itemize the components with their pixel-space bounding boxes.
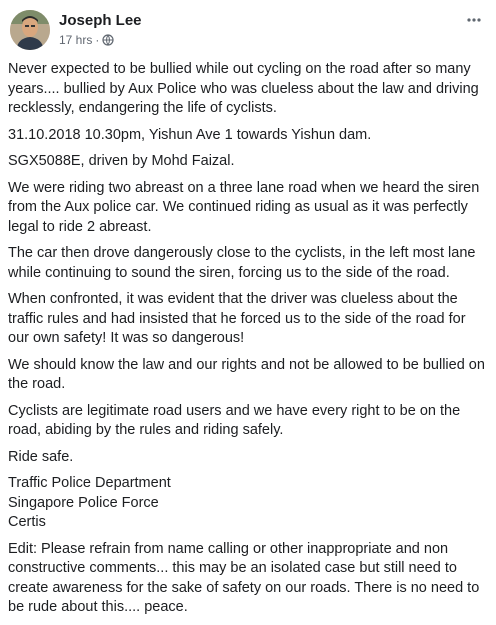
more-options-icon[interactable]	[466, 12, 482, 28]
post-paragraph: SGX5088E, driven by Mohd Faizal.	[8, 153, 235, 169]
post-paragraph: 31.10.2018 10.30pm, Yishun Ave 1 towards Yishun dam.	[8, 126, 372, 143]
post-paragraph: When confronted, it was evident that the driver was clueless about the traffic rules and had insisted that he forced us to the side of the road for our own safety! It was so dangerous!	[8, 291, 466, 346]
author-name[interactable]: Joseph Lee	[59, 12, 142, 29]
post-paragraph: We should know the law and our rights and not be allowed to be bullied on the road.	[8, 356, 485, 392]
globe-icon	[102, 34, 114, 46]
post-body	[8, 60, 490, 625]
post-paragraph: Ride safe.	[8, 448, 74, 465]
post-paragraph: Cyclists are legitimate road users and we have every right to be on the road, abiding by the rules and riding safely.	[8, 402, 461, 438]
post-paragraph: We were riding two abreast on a three lane road when we heard the siren from the Aux police car. We continued riding as usual as it was perfectly legal to ride 2 abreast.	[8, 179, 480, 235]
post-time[interactable]: 17 hrs	[59, 33, 93, 47]
post-meta	[59, 33, 114, 47]
meta-separator: ·	[95, 33, 100, 47]
post-paragraph: Never expected to be bullied while out cycling on the road after so many years.... bullied by Aux Police who was clueless about the law and driving recklessly, endangering the life of cyclists.	[8, 61, 479, 116]
tagged-organizations: Traffic Police Department Singapore Police Force Certis	[8, 475, 171, 530]
post-paragraph-edit: Edit: Please refrain from name calling or other inappropriate and non constructive comments... this may be an isolated case but still need to create awareness for the sake of safety on our roads. There is no need to be rude about this.... peace.	[8, 540, 480, 615]
post-header	[8, 8, 488, 54]
post-paragraph: The car then drove dangerously close to the cyclists, in the left most lane while continuing to sound the siren, forcing us to the side of the road.	[8, 245, 476, 281]
avatar-image	[10, 10, 50, 50]
avatar[interactable]	[10, 10, 50, 50]
